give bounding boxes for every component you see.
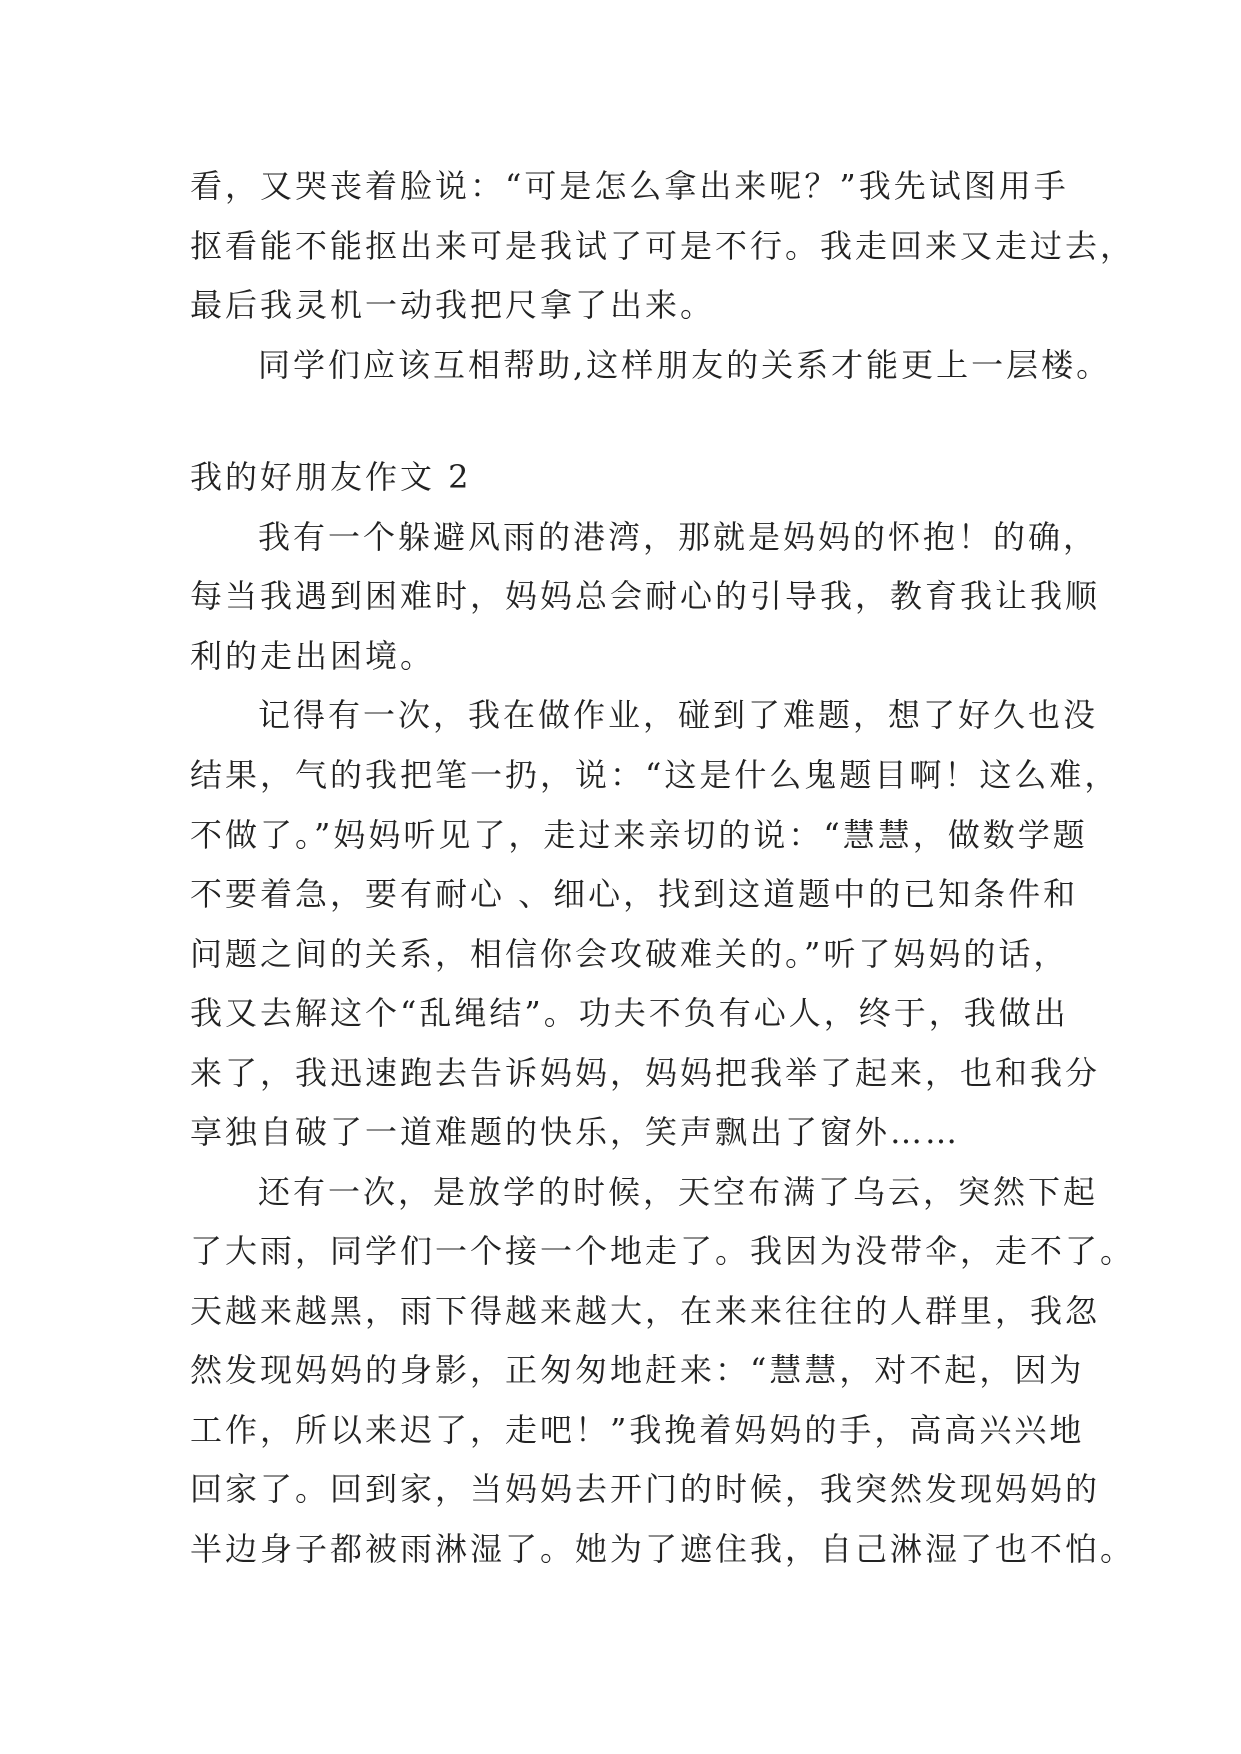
text-line: 利的走出困境。: [190, 637, 436, 675]
text-line: 每当我遇到困难时，妈妈总会耐心的引导我，教育我让我顺: [190, 577, 1101, 615]
text-line: 天越来越黑，雨下得越来越大，在来来往往的人群里，我忽: [190, 1292, 1101, 1330]
text-line: 抠看能不能抠出来可是我试了可是不行。我走回来又走过去，: [190, 227, 1136, 265]
text-line: 然发现妈妈的身影，正匆匆地赶来：“慧慧，对不起，因为: [190, 1351, 1085, 1389]
text-line: 工作，所以来迟了，走吧！”我挽着妈妈的手，高高兴兴地: [190, 1411, 1085, 1449]
text-line: 同学们应该互相帮助,这样朋友的关系才能更上一层楼。: [258, 346, 1112, 384]
text-line: 享独自破了一道难题的快乐，笑声飘出了窗外……: [190, 1113, 961, 1151]
text-line: 结果，气的我把笔一扔，说：“这是什么鬼题目啊！这么难，: [190, 756, 1120, 794]
text-line: 回家了。回到家，当妈妈去开门的时候，我突然发现妈妈的: [190, 1470, 1101, 1508]
text-line: 来了，我迅速跑去告诉妈妈，妈妈把我举了起来，也和我分: [190, 1054, 1101, 1092]
text-line: 还有一次，是放学的时候，天空布满了乌云，突然下起: [258, 1173, 1099, 1211]
text-line: 半边身子都被雨淋湿了。她为了遮住我，自己淋湿了也不怕。: [190, 1530, 1136, 1568]
text-line: 看，又哭丧着脸说：“可是怎么拿出来呢？”我先试图用手: [190, 167, 1069, 205]
section-heading: 我的好朋友作文 2: [190, 458, 472, 496]
text-line: 我有一个躲避风雨的港湾，那就是妈妈的怀抱！的确，: [258, 518, 1099, 556]
text-line: 最后我灵机一动我把尺拿了出来。: [190, 286, 716, 324]
text-line: 了大雨，同学们一个接一个地走了。我因为没带伞，走不了。: [190, 1232, 1136, 1270]
text-line: 不要着急，要有耐心 、细心，找到这道题中的已知条件和: [190, 875, 1079, 913]
text-line: 问题之间的关系，相信你会攻破难关的。”听了妈妈的话，: [190, 935, 1069, 973]
text-line: 不做了。”妈妈听见了，走过来亲切的说：“慧慧，做数学题: [190, 816, 1088, 854]
text-line: 记得有一次，我在做作业，碰到了难题，想了好久也没: [258, 696, 1099, 734]
text-line: 我又去解这个“乱绳结”。功夫不负有心人，终于，我做出: [190, 994, 1069, 1032]
